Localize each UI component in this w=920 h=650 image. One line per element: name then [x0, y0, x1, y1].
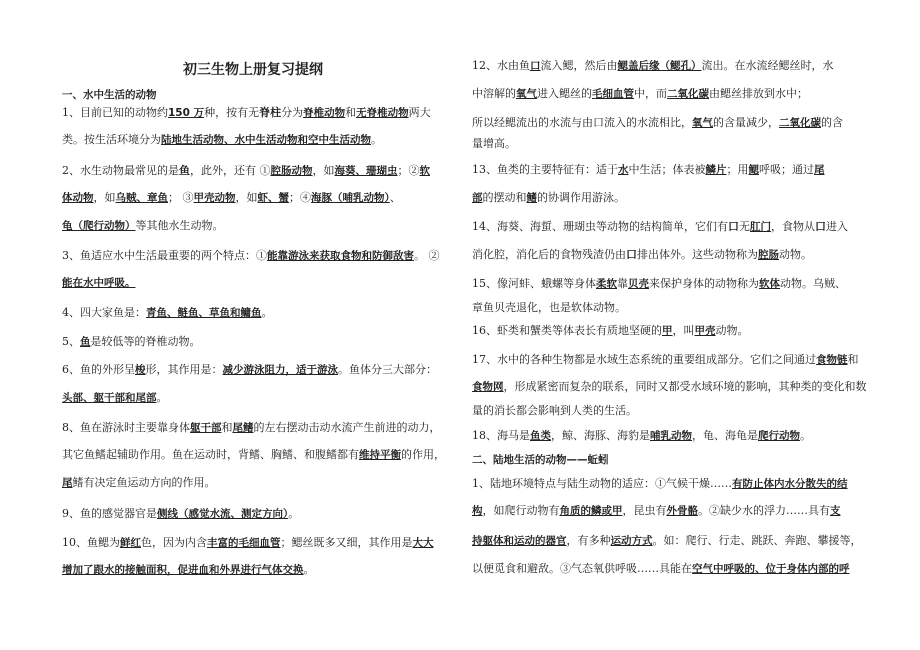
body-text: ，鲸、海豚、海豹是 [551, 429, 650, 442]
answer-text: 虾、蟹 [257, 192, 289, 204]
answer-text: 乌贼、章鱼 [115, 192, 168, 204]
text-line [472, 503, 870, 519]
body-text: ，如 [312, 164, 335, 177]
body-text: 鳍有决定鱼运动方向的作用。 [72, 476, 216, 489]
body-text: 的摆动和 [482, 191, 527, 204]
text-line [62, 475, 454, 491]
body-text: ； ③ [168, 191, 194, 204]
answer-text: 尾 [814, 164, 825, 176]
body-text: 、 [389, 191, 401, 204]
text-line [472, 533, 870, 549]
answer-text: 尾鳍 [232, 422, 254, 434]
bold-text: 口 [728, 220, 739, 233]
body-text: 种，按有无 [204, 106, 260, 119]
text-line [472, 115, 870, 131]
answer-text: 部 [472, 192, 483, 204]
body-text: ，如 [93, 191, 116, 204]
answer-text: 鳍 [526, 192, 537, 204]
body-text: 由鳃丝排放到水中； [709, 87, 808, 100]
body-text: 。 [303, 563, 315, 576]
body-text: 以便觅食和避敌。③气态氧供呼吸……具能在 [472, 562, 692, 575]
answer-text: 腔肠 [758, 249, 779, 261]
body-text: 。如：爬行、行走、跳跃、奔跑、攀援等， [652, 534, 862, 547]
text-line [472, 86, 870, 102]
body-text: 消化腔，消化后的食物残渣仍由 [472, 248, 626, 261]
body-text: 的含 [821, 116, 843, 129]
answer-text: 食物网 [472, 381, 504, 393]
text-line [62, 248, 454, 264]
answer-text: 头部、躯干部和尾部 [62, 392, 157, 404]
text-line [62, 420, 454, 436]
body-text: 量的消长都会影响到人类的生活。 [472, 404, 637, 417]
text-line [472, 58, 870, 74]
body-text: 。 [371, 133, 382, 146]
answer-text: 外骨骼 [666, 505, 698, 517]
body-text: 两大 [408, 106, 431, 119]
text-line [472, 379, 870, 395]
body-text: 2、水生动物最常见的是 [62, 164, 179, 177]
body-text: 等其他水生动物。 [135, 219, 224, 232]
bold-text: 口 [626, 248, 637, 261]
body-text: 。 [261, 306, 273, 319]
answer-text: 贝壳 [628, 278, 649, 290]
body-text: ；② [397, 164, 420, 177]
body-text: 动物。 [715, 324, 749, 337]
body-text: 类。按生活环境分为 [62, 133, 161, 146]
body-text: 的作用， [401, 448, 445, 461]
answer-text: 角质的鳞或甲 [559, 505, 623, 517]
answer-text: 脊椎动物 [303, 107, 346, 119]
body-text: 1、陆地环境特点与陆生动物的适应：①气候干燥…… [472, 477, 732, 490]
answer-text: 躯干部 [190, 422, 222, 434]
text-line [472, 190, 870, 206]
body-text: ；用 [726, 163, 749, 176]
body-text: 。 [288, 507, 300, 520]
body-text: 10、鱼鳃为 [62, 536, 120, 549]
text-line [62, 447, 454, 463]
body-text: 动物。 [779, 248, 812, 261]
answer-text: 150 万 [168, 107, 205, 119]
answer-text: 二氧化碳 [779, 117, 821, 129]
answer-text: 鳞片 [705, 164, 727, 176]
body-text: 15、像河蚌、蛾螺等身体 [472, 277, 596, 290]
answer-text: 腔肠动物 [270, 165, 313, 177]
text-line [472, 403, 870, 419]
text-line [62, 190, 454, 206]
body-text: 色，因为内含 [141, 536, 207, 549]
text-line [62, 275, 454, 291]
answer-text: 青鱼、鲢鱼、草鱼和鳙鱼 [146, 307, 262, 319]
text-line [472, 136, 870, 152]
body-text: 呼吸；通过 [759, 163, 814, 176]
body-text: 6、鱼的外形呈 [62, 363, 135, 376]
answer-text: 软体 [759, 278, 780, 290]
body-text: 进入 [826, 220, 848, 233]
body-text: ，食物从 [771, 220, 815, 233]
body-text: 章鱼贝壳退化，也是软体动物。 [472, 301, 626, 314]
body-text: ，此外，还有 ① [190, 164, 271, 177]
bold-text: 脊柱 [259, 106, 282, 119]
answer-text: 氧气 [692, 117, 713, 129]
answer-text: 二氧化碳 [667, 88, 709, 100]
body-text: 12、水由鱼 [472, 59, 530, 72]
body-text: 1、目前已知的动物约 [62, 106, 168, 119]
body-text: 流入鳃，然后由 [540, 59, 618, 72]
body-text: 3、鱼适应水中生活最重要的两个特点：① [62, 249, 267, 262]
body-text: ，形成紧密而复杂的联系，同时又都受水域环境的影响，其种类的变化和数 [503, 380, 867, 393]
body-text: 所以经鳃流出的水流与由口流入的水流相比， [472, 116, 692, 129]
answer-text: 龟（爬行动物） [62, 220, 136, 232]
text-line [472, 476, 870, 492]
answer-text: 侧线（感觉水流、测定方向） [157, 508, 289, 520]
answer-text: 鳃盖后缘（鳃孔） [617, 60, 702, 72]
body-text: 的协调作用游泳。 [537, 191, 625, 204]
answer-text: 丰富的毛细血管 [207, 537, 281, 549]
body-text: 9、鱼的感觉器官是 [62, 507, 157, 520]
answer-text: 水 [618, 164, 629, 176]
answer-text: 陆地生活动物、水中生活动物和空中生活动物 [161, 134, 371, 146]
bold-text: 鱼 [179, 164, 190, 177]
body-text: 中生活；体表被 [628, 163, 706, 176]
body-text: 是较低等的脊椎动物。 [90, 335, 201, 348]
text-line [62, 132, 454, 148]
answer-text: 毛细血管 [592, 88, 634, 100]
text-line [62, 334, 454, 350]
body-text: 5、 [62, 335, 80, 348]
text-line [62, 218, 454, 234]
body-text: 中溶解的 [472, 87, 516, 100]
body-text: 形，其作用是： [145, 363, 223, 376]
body-text: 。 ② [414, 249, 440, 262]
text-line [472, 162, 870, 178]
body-text: ，如 [235, 191, 258, 204]
body-text: 16、虾类和蟹类等体表长有质地坚硬的 [472, 324, 662, 337]
answer-text: 鳃 [748, 164, 759, 176]
text-line [472, 352, 870, 368]
answer-text: 构 [472, 505, 483, 517]
body-text: ，如爬行动物有 [482, 504, 560, 517]
answer-text: 爬行动物 [758, 430, 800, 442]
answer-text: 持躯体和运动的器官 [472, 535, 567, 547]
answer-text: 甲壳 [694, 325, 716, 337]
body-text: 。②缺少水的浮力……具有 [698, 504, 830, 517]
answer-text: 梭 [135, 364, 146, 376]
text-line [472, 300, 870, 316]
body-text: 。 [800, 429, 811, 442]
left-column [62, 0, 454, 650]
body-text: 8、鱼在游泳时主要靠身体 [62, 421, 190, 434]
body-text: 和 [221, 421, 233, 434]
page-title: 初三生物上册复习提纲 [183, 62, 323, 78]
answer-text: 柔软 [596, 278, 617, 290]
text-line [472, 276, 870, 292]
body-text: 排出体外。这些动物称为 [637, 248, 758, 261]
text-line [62, 362, 454, 378]
answer-text: 能靠游泳来获取食物和防御敌害 [267, 250, 414, 262]
answer-text: 维持平衡 [359, 449, 401, 461]
answer-text: 氧气 [516, 88, 537, 100]
answer-text: 鱼类 [530, 430, 551, 442]
section-heading-land: 二、陆地生活的动物——蚯蚓 [472, 454, 609, 466]
body-text: 的含量减少， [713, 116, 779, 129]
text-line [62, 390, 454, 406]
answer-text: 空气中呼吸的、位于身体内部的呼 [692, 563, 850, 575]
body-text: ，叫 [672, 324, 695, 337]
answer-text: 运动方式 [610, 535, 653, 547]
body-text: ；鳃丝既多又细，其作用是 [280, 536, 413, 549]
answer-text: 支 [830, 505, 841, 517]
body-text: 4、四大家鱼是： [62, 306, 146, 319]
text-line [62, 305, 454, 321]
answer-text: 增加了跟水的接触面积，促进血和外界进行气体交换 [62, 564, 304, 576]
body-text: ，昆虫有 [622, 504, 667, 517]
answer-text: 口 [530, 60, 541, 72]
text-line [62, 163, 454, 179]
body-text: 。鱼体分三大部分： [338, 363, 437, 376]
text-line [472, 247, 870, 263]
text-line [472, 219, 870, 235]
body-text: 靠 [617, 277, 628, 290]
body-text: 流出。在水流经鳃丝时，水 [701, 59, 834, 72]
answer-text: 能在水中呼吸。 [62, 277, 136, 289]
text-line [472, 428, 870, 444]
answer-text: 哺乳动物 [650, 430, 692, 442]
body-text: 17、水中的各种生物都是水域生态系统的重要组成部分。它们之间通过 [472, 353, 816, 366]
body-text: 中，而 [634, 87, 667, 100]
text-line [62, 562, 454, 578]
answer-text: 大大 [412, 537, 434, 549]
bold-text: 口 [815, 220, 826, 233]
text-line [472, 323, 870, 339]
body-text: ；④ [289, 191, 311, 204]
answer-text: 鲜红 [120, 537, 141, 549]
body-text: 无 [739, 220, 750, 233]
answer-text: 食物链 [816, 354, 848, 366]
body-text: 分为 [281, 106, 304, 119]
answer-text: 减少游泳阻力，适于游泳 [222, 364, 338, 376]
answer-text: 肛门 [750, 221, 771, 233]
answer-text: 甲壳动物 [193, 192, 236, 204]
text-line [62, 105, 454, 121]
answer-text: 鱼 [80, 336, 91, 348]
body-text: ，有多种 [566, 534, 611, 547]
answer-text: 有防止体内水分散失的结 [732, 478, 848, 490]
answer-text: 甲 [662, 325, 673, 337]
body-text: 和 [847, 353, 859, 366]
body-text: 其它鱼鳍起辅助作用。鱼在运动时，背鳍、胸鳍、和腹鳍都有 [62, 448, 359, 461]
body-text: 18、海马是 [472, 429, 530, 442]
answer-text: 无脊椎动物 [356, 107, 409, 119]
body-text: 量增高。 [472, 137, 516, 150]
text-line [62, 535, 454, 551]
answer-text: 软 [419, 165, 430, 177]
text-line [472, 561, 870, 577]
body-text: 进入鳃丝的 [537, 87, 592, 100]
body-text: 和 [345, 106, 357, 119]
answer-text: 海葵、珊瑚虫 [334, 165, 398, 177]
answer-text: 体动物 [62, 192, 94, 204]
body-text: ，龟、海龟是 [692, 429, 758, 442]
answer-text: 海豚（哺乳动物） [311, 192, 390, 204]
section-heading-aquatic: 一、水中生活的动物 [62, 89, 157, 101]
body-text: 来保护身体的动物称为 [649, 277, 759, 290]
body-text: 14、海葵、海蜇、珊瑚虫等动物的结构简单，它们有 [472, 220, 728, 233]
body-text: 。 [156, 391, 168, 404]
body-text: 的左右摆动击动水流产生前进的动力， [253, 421, 441, 434]
body-text: 动物。乌贼、 [780, 277, 846, 290]
answer-text: 尾 [62, 477, 73, 489]
right-column [472, 0, 870, 650]
body-text: 13、鱼类的主要特征有：适于 [472, 163, 618, 176]
text-line [62, 506, 454, 522]
